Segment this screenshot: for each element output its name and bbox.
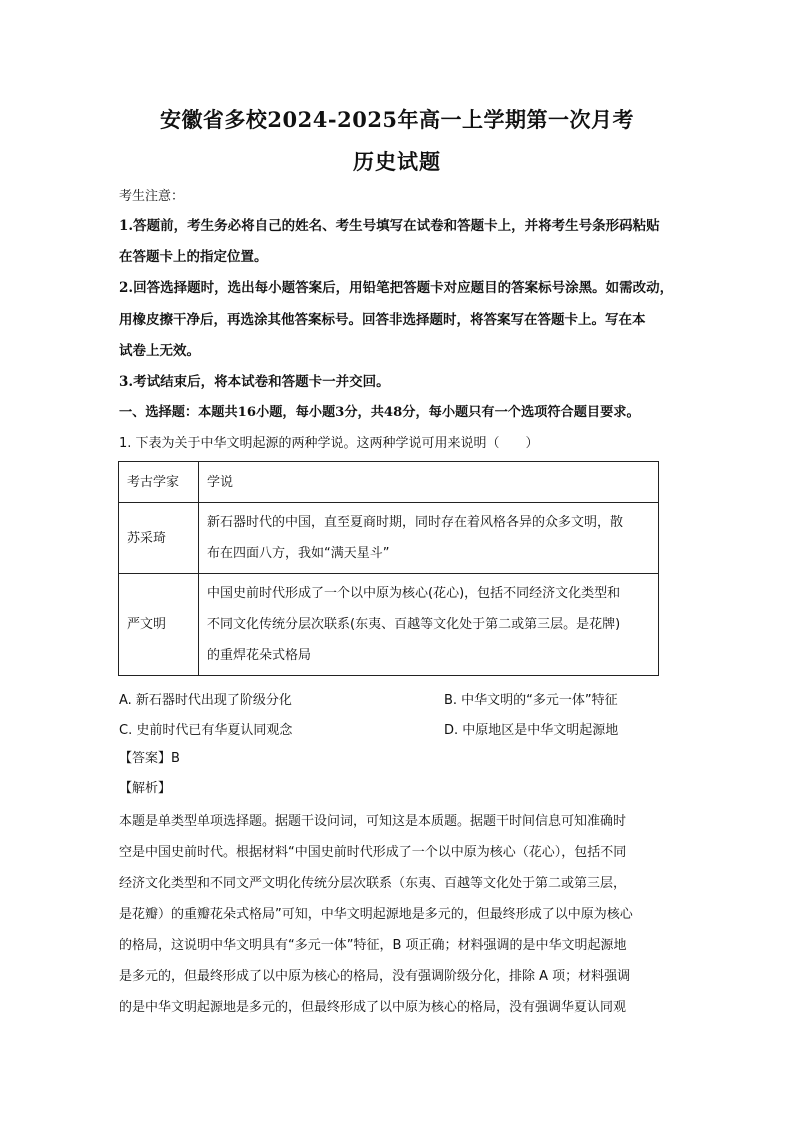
notice-line: 试卷上无效。: [119, 343, 200, 359]
analysis-line: 经济文化类型和不同文严文明化传统分层次联系（东夷、百越等文化处于第二或第三层，: [119, 876, 627, 891]
option-d: D. 中原地区是中华文明起源地: [444, 723, 619, 738]
option-b: B. 中华文明的“多元一体”特征: [444, 693, 618, 708]
theory-line: 中国史前时代形成了一个以中原为核心(花心)，包括不同经济文化类型和: [207, 586, 621, 601]
table-row: [119, 503, 659, 574]
analysis-line: 的是中华文明起源地是多元的，但最终形成了以中原为核心的格局，没有强调华夏认同观: [119, 1000, 627, 1015]
analysis-line: 空是中国史前时代。根据材料“中国史前时代形成了一个以中原为核心（花心），包括不同: [119, 845, 627, 860]
theory-table: [118, 461, 659, 676]
theory-line: 布在四面八方，我如“满天星斗”: [207, 546, 390, 561]
notice-line: 2.回答选择题时，选出每小题答案后，用铅笔把答题卡对应题目的答案标号涂黑。如需改动，: [119, 280, 674, 296]
notice-line: 在答题卡上的指定位置。: [119, 249, 268, 265]
question-stem: 1. 下表为关于中华文明起源的两种学说。这两种学说可用来说明（ ）: [119, 436, 539, 451]
theory-line: 不同文化传统分层次联系(东夷、百越等文化处于第二或第三层。是花牌): [207, 617, 621, 632]
archaeologist-name: 苏采琦: [119, 503, 199, 574]
theory-line: 的重焊花朵式格局: [207, 648, 312, 663]
theory-text: [199, 503, 659, 574]
option-a: A. 新石器时代出现了阶级分化: [119, 693, 292, 708]
notice-line: 用橡皮擦干净后，再选涂其他答案标号。回答非选择题时，将答案写在答题卡上。写在本: [119, 312, 646, 328]
answer-label: 【答案】B: [119, 751, 180, 766]
table-header-row: [119, 462, 659, 503]
notice-line: 3.考试结束后，将本试卷和答题卡一并交回。: [119, 374, 390, 390]
analysis-line: 本题是单类型单项选择题。据题干设问词，可知这是本质题。据题干时间信息可知准确时: [119, 814, 627, 829]
theory-line: 新石器时代的中国，直至夏商时期，同时存在着风格各异的众多文明，散: [207, 515, 624, 530]
exam-subject: 历史试题: [353, 149, 441, 174]
table-header-cell: 学说: [199, 462, 659, 503]
table-header-cell: 考古学家: [119, 462, 199, 503]
notice-heading: 考生注意：: [119, 189, 185, 204]
exam-title: 安徽省多校2024-2025年高一上学期第一次月考: [159, 107, 635, 132]
analysis-line: 是多元的，但最终形成了以中原为核心的格局，没有强调阶级分化，排除 A 项；材料强调: [119, 969, 631, 984]
section-heading: 一、选择题：本题共16小题，每小题3分，共48分，每小题只有一个选项符合题目要求。: [119, 405, 640, 420]
theory-text: [199, 574, 659, 676]
option-c: C. 史前时代已有华夏认同观念: [119, 723, 293, 738]
analysis-line: 的格局，这说明中华文明具有“多元一体”特征，B 项正确；材料强调的是中华文明起源地: [119, 938, 627, 953]
analysis-heading: 【解析】: [119, 781, 172, 796]
table-row: [119, 574, 659, 676]
analysis-line: 是花瓣）的重瓣花朵式格局”可知，中华文明起源地是多元的，但最终形成了以中原为核心: [119, 907, 633, 922]
archaeologist-name: 严文明: [119, 574, 199, 676]
notice-line: 1.答题前，考生务必将自己的姓名、考生号填写在试卷和答题卡上，并将考生号条形码粘贴: [119, 218, 660, 234]
